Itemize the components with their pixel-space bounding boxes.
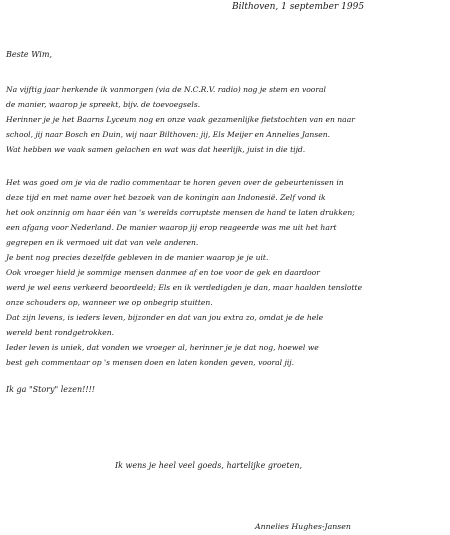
letter-date: Bilthoven, 1 september 1995 — [232, 2, 365, 12]
paragraph-line: Dat zijn levens, is ieders leven, bijzonder en dat van jou extra zo, omdat je de hele — [6, 313, 324, 322]
paragraph-line: een afgang voor Nederland. De manier waarop jij erop reageerde was me uit het hart — [6, 223, 337, 232]
paragraph-line: Het was goed om je via de radio commentaar te horen geven over de gebeurtenissen in — [6, 178, 344, 187]
letter-salutation: Beste Wim, — [6, 50, 52, 59]
paragraph-line: de manier, waarop je spreekt, bijv. de toevoegsels. — [6, 100, 201, 109]
letter-signature: Annelies Hughes-Jansen — [255, 522, 351, 531]
paragraph-line: Na vijftig jaar herkende ik vanmorgen (via de N.C.R.V. radio) nog je stem en vooral — [6, 85, 326, 94]
paragraph-line: Ik ga "Story" lezen!!!! — [6, 385, 95, 394]
paragraph-line: Ook vroeger hield je sommige mensen danmee af en toe voor de gek en daardoor — [6, 268, 320, 277]
paragraph-line: best geh commentaar op 's mensen doen en laten konden geven, vooral jij. — [6, 358, 295, 367]
paragraph-line: Je bent nog precies dezelfde gebleven in de manier waarop je je uit. — [6, 253, 269, 262]
letter-closing: Ik wens je heel veel goeds, hartelijke groeten, — [115, 461, 303, 470]
paragraph-line: Herinner je je het Baarns Lyceum nog en onze vaak gezamenlijke fietstochten van en naar — [6, 115, 355, 124]
paragraph-line: onze schouders op, wanneer we op onbegrip stuitten. — [6, 298, 213, 307]
paragraph-line: Ieder leven is uniek, dat vonden we vroeger al, herinner je je dat nog, hoewel we — [6, 343, 319, 352]
paragraph-line: werd je wel eens verkeerd beoordeeld; Els en ik verdedigden je dan, maar haalden tenslotte — [6, 283, 363, 292]
paragraph-line: school, jij naar Bosch en Duin, wij naar Bilthoven: jij, Els Meijer en Annelies Jansen. — [6, 130, 331, 139]
paragraph-line: gegrepen en ik vermoed uit dat van vele anderen. — [6, 238, 199, 247]
paragraph-line: Wat hebben we vaak samen gelachen en wat was dat heerlijk, juist in die tijd. — [6, 145, 306, 154]
paragraph-line: deze tijd en met name over het bezoek van de koningin aan Indonesië. Zelf vond ik — [6, 193, 326, 202]
paragraph-line: het ook onzinnig om haar één van 's werelds corruptste mensen de hand te laten drukken; — [6, 208, 355, 217]
paragraph-line: wereld bent rondgetrokken. — [6, 328, 115, 337]
